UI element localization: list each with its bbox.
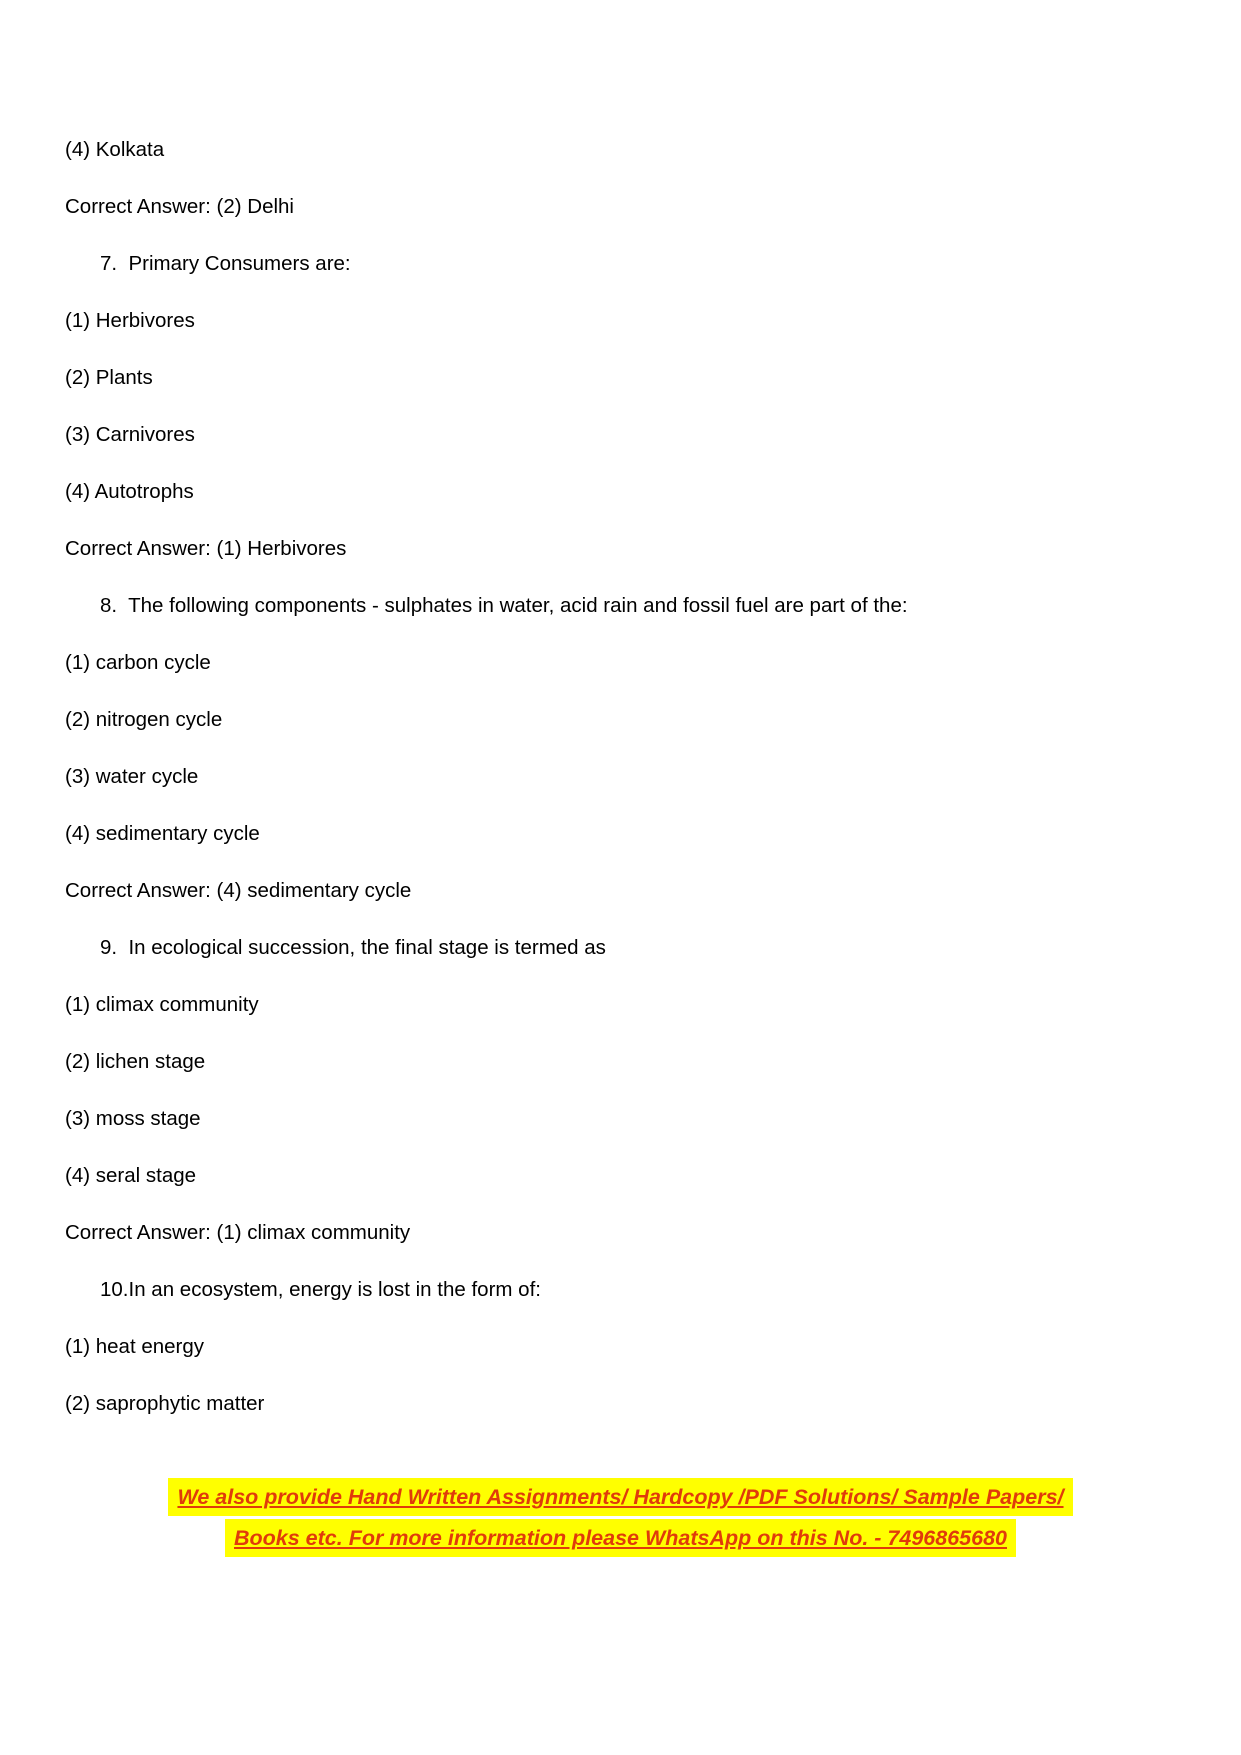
question-line: 9. In ecological succession, the final stage is termed as (100, 936, 606, 959)
option-line: (2) nitrogen cycle (65, 708, 223, 731)
footer-promo-line-2: Books etc. For more information please WhatsApp on this No. - 7496865680 (225, 1519, 1016, 1557)
footer-promo (0, 1478, 1241, 1560)
option-line: (1) Herbivores (65, 309, 195, 332)
question-line: 8. The following components - sulphates in water, acid rain and fossil fuel are part of the: (100, 594, 908, 617)
question-line: 7. Primary Consumers are: (100, 252, 351, 275)
option-line: (1) climax community (65, 993, 259, 1016)
option-line: (1) carbon cycle (65, 651, 211, 674)
option-line: (3) moss stage (65, 1107, 201, 1130)
option-line: (4) sedimentary cycle (65, 822, 260, 845)
option-line: (1) heat energy (65, 1335, 205, 1358)
question-line: 10.In an ecosystem, energy is lost in the form of: (100, 1278, 541, 1301)
option-line: (2) lichen stage (65, 1050, 206, 1073)
answer-line: Correct Answer: (1) climax community (65, 1221, 411, 1244)
option-line: (4) Kolkata (65, 138, 165, 161)
option-line: (3) water cycle (65, 765, 199, 788)
answer-line: Correct Answer: (1) Herbivores (65, 537, 347, 560)
option-line: (4) Autotrophs (65, 480, 194, 503)
option-line: (3) Carnivores (65, 423, 195, 446)
answer-line: Correct Answer: (4) sedimentary cycle (65, 879, 412, 902)
option-line: (2) Plants (65, 366, 153, 389)
answer-line: Correct Answer: (2) Delhi (65, 195, 294, 218)
footer-promo-line-1: We also provide Hand Written Assignments/ Hardcopy /PDF Solutions/ Sample Papers/ (168, 1478, 1072, 1516)
option-line: (2) saprophytic matter (65, 1392, 265, 1415)
option-line: (4) seral stage (65, 1164, 197, 1187)
